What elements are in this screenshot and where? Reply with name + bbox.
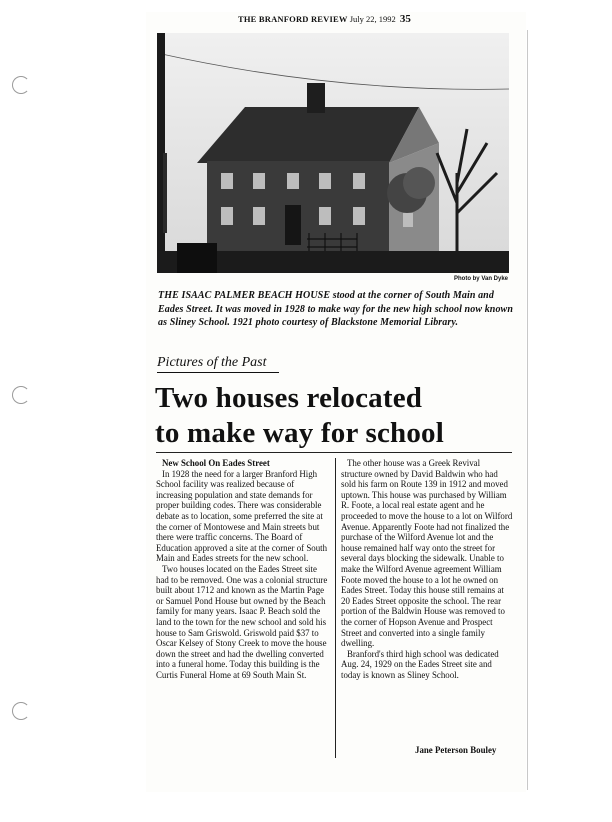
column-divider (335, 458, 336, 758)
author-byline: Jane Peterson Bouley (415, 745, 497, 755)
house-photo (157, 33, 509, 273)
clipping-edge (527, 30, 528, 790)
publication-date: July 22, 1992 (349, 14, 396, 24)
binder-hole-middle (12, 386, 30, 404)
headline-rule (156, 452, 512, 453)
page-header (238, 12, 438, 26)
photo-caption: THE ISAAC PALMER BEACH HOUSE stood at the corner of South Main and Eades Street. It was moved in 1928 to make way for the new high school now known as Sliney School. 1921 photo courtesy of Blackstone Memorial Library. (158, 290, 513, 328)
page-number: 35 (399, 13, 411, 25)
article-column-2 (341, 458, 513, 680)
section-kicker: Pictures of the Past (157, 354, 279, 373)
article-paragraph: Branford's third high school was dedicated Aug. 24, 1929 on the Eades Street site and today is known as Sliney School. (341, 648, 499, 680)
binder-hole-top (12, 76, 30, 94)
column-subhead: New School On Eades Street (162, 458, 270, 468)
publication-name: THE BRANFORD REVIEW (238, 14, 348, 24)
article-column-1 (156, 458, 328, 680)
house-photo-illustration (157, 33, 509, 273)
binder-hole-bottom (12, 702, 30, 720)
article-paragraph: In 1928 the need for a larger Branford High School facility was realized because of increasing population and state demands for proper building codes. There was considerable debate as to location, some preferred the site at the corner of Montowese and Main streets but there were traffic concerns. The Board of Education approved a site at the corner of South Main and Eades streets for the new school. (156, 468, 328, 564)
article-headline (155, 381, 515, 451)
headline-line-2: to make way for school (155, 417, 445, 449)
article-paragraph: The other house was a Greek Revival structure owned by David Baldwin who had sold his farm on Route 139 in 1912 and moved uptown. This house was purchased by William R. Foote, a local real estate agent and he proceeded to move the house to a lot on Wilford Avenue. Apparently Foote had not finalized the purchase of the Wilford Avenue lot and the house remained half way onto the street for several days blocking the sidewalk. Unable to make the Wilford Avenue agreement William Foote moved the house to a lot he owned on Eades Street. Today this house still remains at 20 Eades Street opposite the school. The rear portion of the Baldwin House was removed to the corner of Hopson Avenue and Prospect Street and converted into a single family dwelling. (341, 458, 513, 649)
headline-line-1: Two houses relocated (155, 382, 423, 414)
article-paragraph: Two houses located on the Eades Street site had to be removed. One was a colonial structure built about 1712 and known as the Martin Page or Samuel Pond House but owned by the Beach family for many years. Isaac P. Beach sold the land to the town for the new school and sold his house to Sam Griswold. Griswold paid $37 to Oscar Kelsey of Stony Creek to move the house down the street and had the dwelling converted into a funeral home. Today this building is the Curtis Funeral Home at 69 South Main St. (156, 563, 328, 680)
photo-credit: Photo by Van Dyke (453, 276, 508, 282)
